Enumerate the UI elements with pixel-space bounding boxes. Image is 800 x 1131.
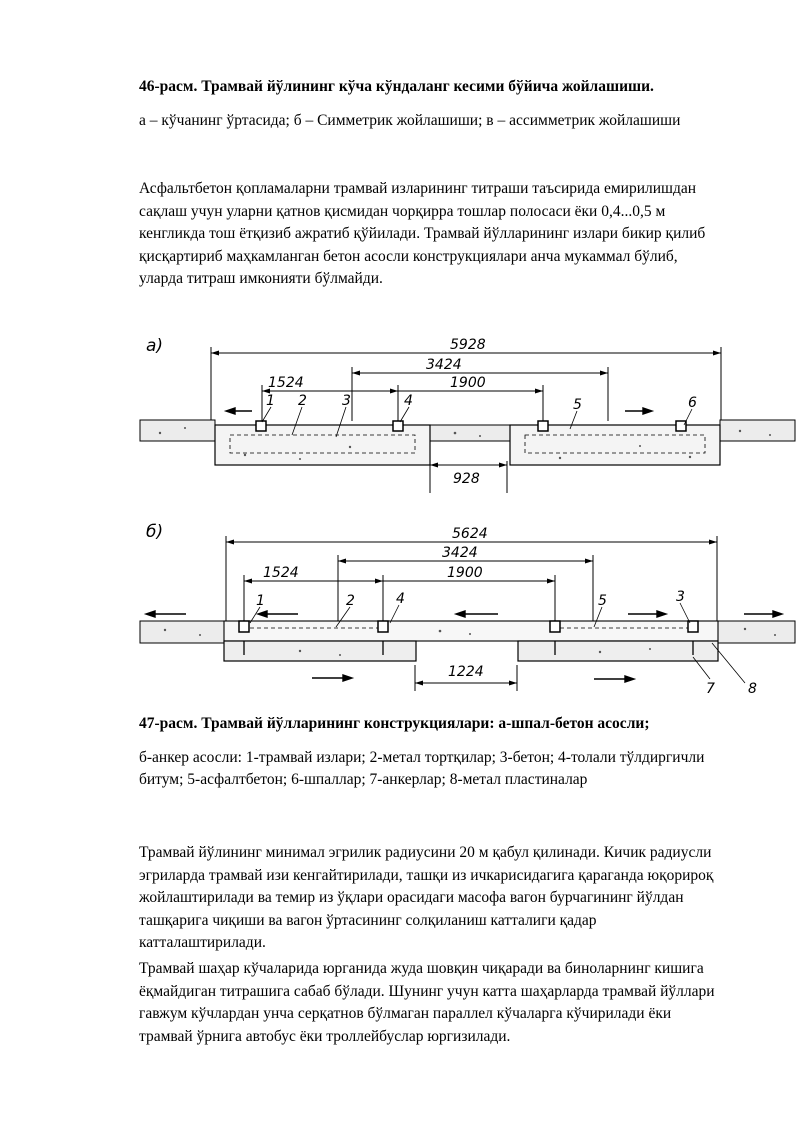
callout-b-4: 4 (396, 591, 405, 607)
callout-b-3: 3 (676, 589, 685, 605)
dim-b-left: 1524 (263, 565, 299, 581)
figure-46-title: 46-расм. Трамвай йўлининг кўча кўндаланг кесими бўйича жойлашиши. (139, 78, 654, 95)
dim-a-inner: 3424 (426, 357, 462, 373)
paragraph-2 (139, 842, 749, 955)
figure-46-legend: а – кўчанинг ўртасида; б – Симметрик жойлашиши; в – ассимметрик жойлашиши (139, 112, 681, 129)
drawing-a-label: а) (146, 336, 164, 356)
dim-b-total: 5624 (452, 526, 488, 542)
callout-a-3: 3 (342, 393, 351, 409)
paragraph-line: сақлаш учун уларни қатнов қисмидан чорқирра тошлар полосаси ёки 0,4...0,5 м (139, 202, 666, 220)
callout-a-4: 4 (404, 393, 413, 409)
callout-a-2: 2 (298, 393, 307, 409)
dim-b-inner: 3424 (442, 545, 478, 561)
dim-a-gap: 928 (453, 471, 480, 487)
paragraph-line: кенгликда тош ётқизиб ажратиб қўйилади. Трамвай йўлларининг излари бикир қилиб (139, 225, 706, 242)
callout-b-5: 5 (598, 593, 607, 609)
legend-line: б-анкер асосли: 1-трамвай излари; 2-метал тортқилар; 3-бетон; 4-толали тўлдиргичли (139, 749, 705, 766)
paragraph-line: жойлаштирилади ва темир из ўқлари орасидаги масофа вагон бурчагининг йўлдан (139, 889, 684, 906)
dim-a-mid: 1900 (450, 375, 486, 391)
paragraph-1 (139, 178, 749, 291)
callout-b-1: 1 (256, 593, 265, 609)
drawing-a-cross-section (0, 325, 800, 500)
figure-47-legend (139, 747, 749, 791)
dim-b-mid: 1900 (447, 565, 483, 581)
callout-a-5: 5 (573, 397, 582, 413)
callout-b-7: 7 (706, 681, 715, 697)
callout-a-6: 6 (688, 395, 697, 411)
callout-b-2: 2 (346, 593, 355, 609)
callout-b-8: 8 (748, 681, 757, 697)
paragraph-line: катталаштирилади. (139, 934, 266, 951)
paragraph-line: қисқартириб маҳкамланган бетон асосли конструкциялари анча мукаммал бўлиб, (139, 247, 678, 265)
dim-b-gap: 1224 (448, 664, 484, 680)
paragraph-line: Асфальтбетон қопламаларни трамвай изларининг титраши таъсирида емирилишдан (139, 180, 697, 197)
paragraph-line: ташқарига чиқиши ва вагон ўртасининг солқиланиш катталиги қадар (139, 911, 597, 929)
legend-line: битум; 5-асфалтбетон; 6-шпаллар; 7-анкерлар; 8-метал пластиналар (139, 771, 588, 788)
callout-a-1: 1 (266, 393, 275, 409)
paragraph-line: эгриларда трамвай изи кенгайтирилади, ташқи из ичкарисидагига қараганда юқорироқ (139, 866, 714, 884)
paragraph-line: гавжум кўчлардан унча серқатнов бўлмаган параллел кўчаларга кўчирилади ёки (139, 1005, 672, 1022)
paragraph-line: Трамвай шаҳар кўчаларида юрганида жуда шовқин чиқаради ва биноларнинг кишига (139, 960, 704, 977)
drawing-b-cross-section (0, 515, 800, 700)
figure-47-title: 47-расм. Трамвай йўлларининг конструкциялари: а-шпал-бетон асосли; (139, 715, 650, 732)
dim-a-left: 1524 (268, 375, 304, 391)
dim-a-total: 5928 (450, 337, 486, 353)
paragraph-line: трамвай ўрнига автобус ёки троллейбуслар юргизилади. (139, 1027, 511, 1045)
paragraph-line: ёқмайдиган титрашига сабаб бўлади. Шунинг учун катта шаҳарларда трамвай йўллари (139, 982, 715, 1000)
paragraph-line: Трамвай йўлининг минимал эгрилик радиусини 20 м қабул қилинади. Кичик радиусли (139, 844, 712, 861)
paragraph-3 (139, 958, 749, 1048)
drawing-b-label: б) (146, 522, 164, 542)
paragraph-line: уларда титраш имконияти бўлмайди. (139, 270, 383, 287)
